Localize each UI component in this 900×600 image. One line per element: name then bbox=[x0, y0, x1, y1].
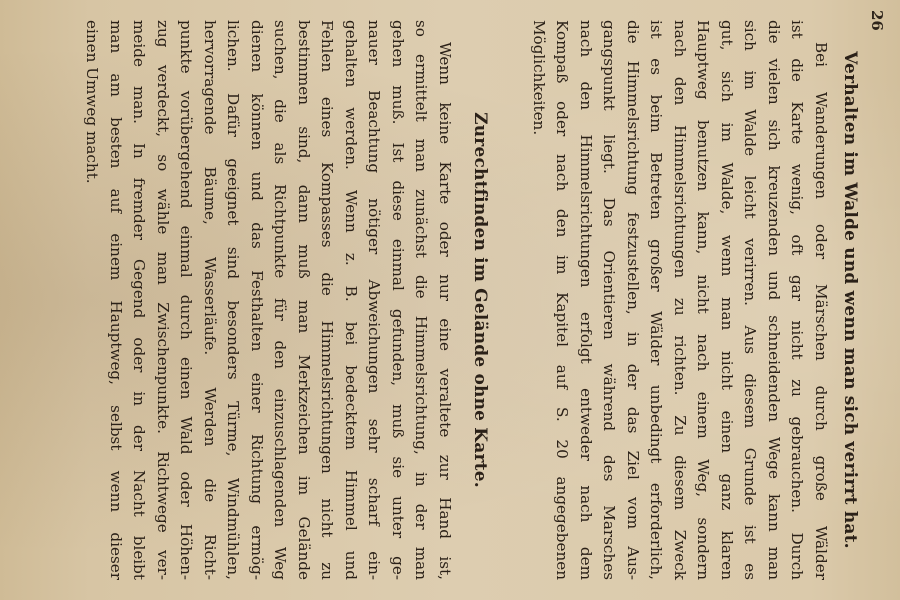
page-number: 26 bbox=[868, 10, 886, 31]
paragraph-line: Möglichkeiten. bbox=[530, 20, 548, 136]
paragraph-line: zug verdeckt, so wähle man Zwischenpunkte. Richtwege ver- bbox=[154, 20, 172, 580]
paragraph-line: nach den Himmelsrichtungen erfolgt entweder nach dem bbox=[577, 20, 595, 580]
paragraph-line: gehen muß. Ist diese einmal gefunden, muß sie unter ge- bbox=[389, 20, 407, 580]
paragraph-line: gehalten werden. Wenn z. B. bei bedecktem Himmel und bbox=[342, 20, 360, 580]
paragraph-line: die vielen sich kreuzenden und schneidenden Wege kann man bbox=[765, 20, 783, 580]
paragraph-line: lichen. Dafür geeignet sind besonders Türme, Windmühlen, bbox=[224, 20, 243, 580]
paragraph-line: so ermittelt man zunächst die Himmelsrichtung, in der man bbox=[412, 20, 431, 580]
paragraph-line: ist es beim Betreten großer Wälder unbedingt erforderlich, bbox=[647, 20, 666, 580]
paragraph-line: Kompaß oder nach den im Kapitel auf S. 20 angegebenen bbox=[553, 20, 572, 580]
paragraph-line: hervorragende Bäume, Wasserläufe. Werden die Richt- bbox=[201, 20, 219, 580]
paragraph-line: gangspunkt liegt. Das Orientieren während des Marsches bbox=[600, 20, 619, 580]
paragraph-line: nach den Himmelsrichtungen zu richten. Zu diesem Zweck bbox=[671, 20, 689, 580]
paragraph-line: Bei Wanderungen oder Märschen durch große Wälder bbox=[812, 42, 830, 580]
paragraph-line: suchen, die als Richtpunkte für den einzuschlagenden Weg bbox=[271, 20, 290, 580]
paragraph-line: einen Umweg macht. bbox=[83, 20, 102, 184]
paragraph-line: punkte vorübergehend einmal durch einen Wald oder Höhen- bbox=[177, 20, 196, 580]
paragraph-line: gut, sich im Walde, wenn man nicht einen ganz klaren bbox=[718, 20, 736, 580]
paragraph-line: Wenn keine Karte oder nur eine veraltete zur Hand ist, bbox=[436, 42, 454, 580]
paragraph-line: bestimmen sind, dann muß man Merkzeichen im Gelände bbox=[295, 20, 313, 580]
paragraph-line: man am besten auf einem Hauptweg, selbst wenn dieser bbox=[107, 20, 125, 580]
paragraph-line: nauer Beachtung nötiger Abweichungen sehr scharf ein- bbox=[365, 20, 384, 580]
paragraph-line: sich im Walde leicht verirren. Aus diesem Grunde ist es bbox=[741, 20, 760, 580]
paragraph-line: Fehlen eines Kompasses die Himmelsrichtungen nicht zu bbox=[318, 20, 337, 580]
section-heading-no-map: Zurechtfinden im Gelände ohne Karte. bbox=[470, 112, 490, 488]
section-heading-forest: Verhalten im Walde und wenn man sich verirrt hat. bbox=[840, 51, 860, 549]
paragraph-line: Hauptweg benutzen kann, nicht nach einem Weg, sondern bbox=[694, 20, 713, 580]
paragraph-line: dienen können und das Festhalten einer Richtung ermög- bbox=[248, 20, 266, 580]
paragraph-line: die Himmelsrichtung festzustellen, in der das Ziel vom Aus- bbox=[624, 20, 642, 580]
paragraph-line: meide man. In fremder Gegend oder in der Nacht bleibt bbox=[130, 20, 149, 580]
paragraph-line: ist die Karte wenig, oft gar nicht zu gebrauchen. Durch bbox=[788, 20, 807, 580]
